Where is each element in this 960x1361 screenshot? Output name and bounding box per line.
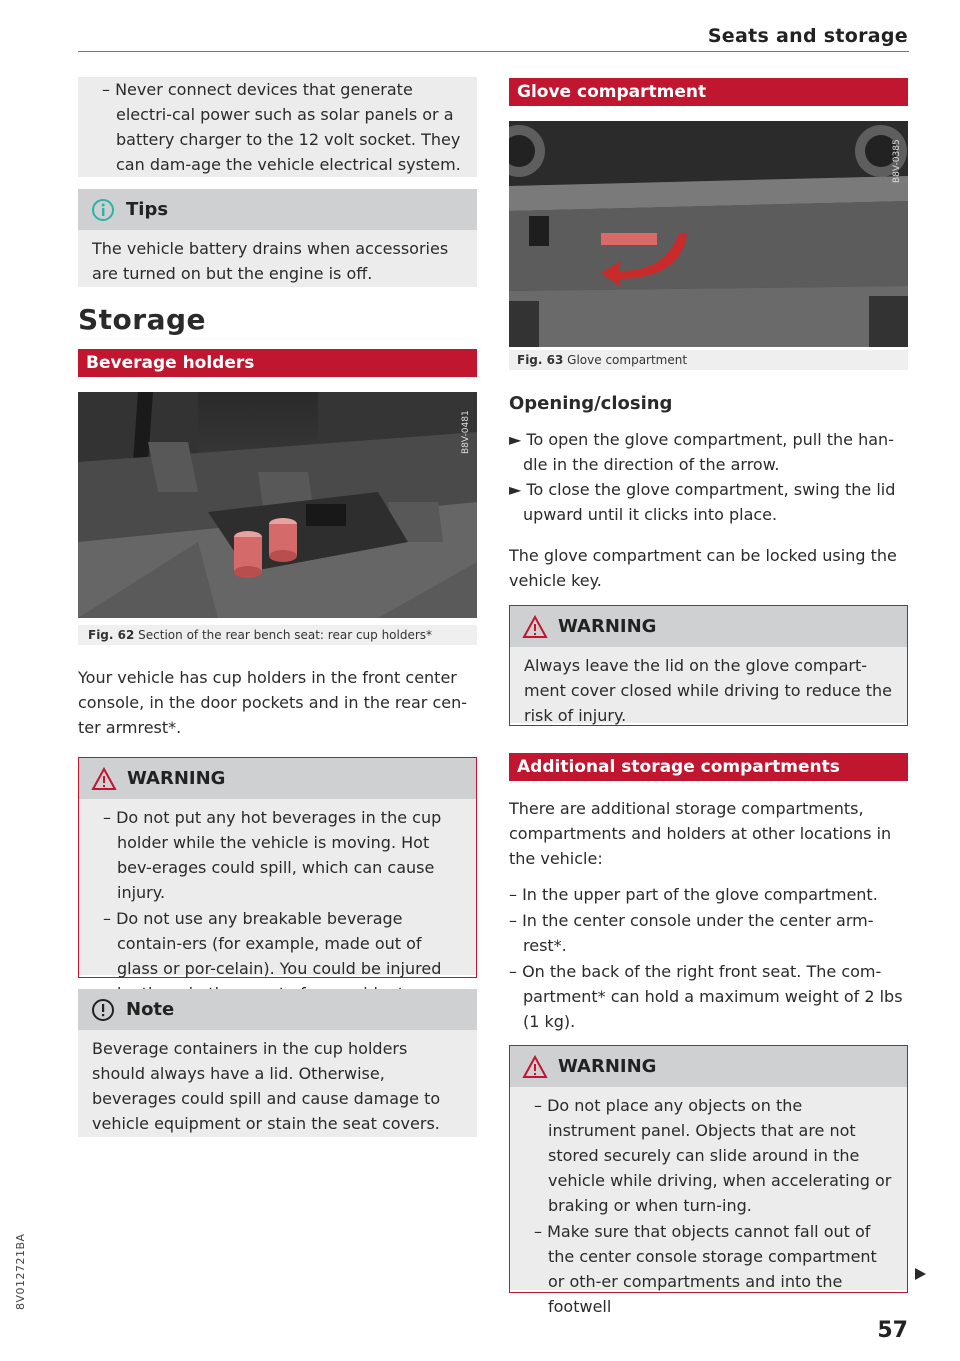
note-header bbox=[78, 989, 477, 1030]
tips-text: The vehicle battery drains when accessories are turned on but the engine is off. bbox=[92, 239, 449, 283]
warning-triangle-icon bbox=[520, 1054, 550, 1080]
additional-storage-item: – On the back of the right front seat. The com-partment* can hold a maximum weight of 2 lbs (1 kg). bbox=[509, 962, 903, 1031]
running-header: Seats and storage bbox=[707, 25, 908, 47]
beverage-holders-heading: Beverage holders bbox=[78, 349, 477, 377]
warning-triangle-icon bbox=[520, 614, 550, 640]
glove-warning-header bbox=[510, 606, 907, 647]
lock-paragraph: The glove compartment can be locked using the vehicle key. bbox=[509, 546, 897, 590]
warning-triangle-icon bbox=[89, 766, 119, 792]
additional-storage-list bbox=[509, 882, 907, 1035]
note-exclamation-icon bbox=[88, 997, 118, 1023]
fig62-text: Section of the rear bench seat: rear cup holders* bbox=[138, 628, 433, 642]
beverage-warning-item: – Do not put any hot beverages in the cup holder while the vehicle is moving. Hot bev-erages could spill, which can cause injury. bbox=[103, 808, 442, 902]
fig63-text: Glove compartment bbox=[567, 353, 688, 367]
tips-label: Tips bbox=[126, 199, 169, 220]
opening-steps bbox=[509, 427, 904, 527]
fig63-caption bbox=[509, 350, 908, 370]
storage-heading: Storage bbox=[78, 303, 207, 336]
opening-step: ► To open the glove compartment, pull the han-dle in the direction of the arrow. bbox=[509, 430, 894, 474]
info-icon bbox=[88, 197, 118, 223]
objects-warning-item: – Make sure that objects cannot fall out of the center console storage compartment or oth-er compartments and into the footwell bbox=[534, 1222, 877, 1316]
note-text: Beverage containers in the cup holders should always have a lid. Otherwise, beverages could spill and cause damage to vehicle equipment or stain the seat covers. bbox=[92, 1039, 441, 1133]
tips-box bbox=[78, 189, 477, 287]
beverage-warning-box bbox=[78, 757, 477, 978]
note-label: Note bbox=[126, 999, 175, 1020]
objects-warning-label: WARNING bbox=[558, 1056, 657, 1077]
objects-warning-item: – Do not place any objects on the instrument panel. Objects that are not stored securely can slide around in the vehicle while driving, when accelerating or braking or when turn-ing. bbox=[534, 1096, 892, 1215]
fig63-code: B8V-0385 bbox=[892, 139, 902, 183]
header-rule bbox=[78, 51, 909, 52]
opening-step: ► To close the glove compartment, swing the lid upward until it clicks into place. bbox=[509, 480, 896, 524]
glove-warning-text: Always leave the lid on the glove compart-ment cover closed while driving to reduce the risk of injury. bbox=[524, 656, 892, 725]
fig62-number: Fig. 62 bbox=[88, 628, 135, 642]
fig62-code: B8V-0481 bbox=[461, 410, 471, 454]
tips-header bbox=[78, 189, 477, 230]
glove-warning-box bbox=[509, 605, 908, 726]
page-number: 57 bbox=[877, 1318, 908, 1343]
objects-warning-header bbox=[510, 1046, 907, 1087]
note-body bbox=[78, 1030, 477, 1137]
additional-storage-item: – In the upper part of the glove compartment. bbox=[509, 885, 878, 904]
fig63-number: Fig. 63 bbox=[517, 353, 564, 367]
document-code: 8V012721BA bbox=[14, 1233, 27, 1310]
opening-closing-heading: Opening/closing bbox=[509, 393, 673, 414]
fig62-caption bbox=[78, 625, 477, 645]
cup-holders-paragraph: Your vehicle has cup holders in the front center console, in the door pockets and in the rear cen-ter armrest*. bbox=[78, 668, 467, 737]
glove-warning-label: WARNING bbox=[558, 616, 657, 637]
top-list-item: – Never connect devices that generate electri-cal power such as solar panels or a battery charger to the 12 volt socket. They can dam-age the vehicle electrical system. bbox=[102, 80, 461, 174]
additional-storage-paragraph: There are additional storage compartments, compartments and holders at other locations in the vehicle: bbox=[509, 799, 892, 868]
continue-arrow-icon bbox=[913, 1266, 927, 1285]
note-box bbox=[78, 989, 477, 1137]
fig62-image bbox=[78, 392, 477, 618]
objects-warning-box bbox=[509, 1045, 908, 1316]
glove-compartment-heading: Glove compartment bbox=[509, 78, 908, 106]
fig63-image bbox=[509, 121, 908, 347]
additional-storage-item: – In the center console under the center arm-rest*. bbox=[509, 911, 874, 955]
glove-warning-body bbox=[510, 647, 907, 723]
beverage-warning-body bbox=[79, 799, 476, 978]
beverage-warning-item: – Do not use any breakable beverage contain-ers (for example, made out of glass or por-celain). You could be injured bbox=[103, 909, 442, 978]
beverage-warning-label: WARNING bbox=[127, 768, 226, 789]
tips-body bbox=[78, 230, 477, 287]
top-list-box bbox=[78, 77, 477, 177]
objects-warning-body bbox=[510, 1087, 907, 1316]
additional-storage-heading: Additional storage compartments bbox=[509, 753, 908, 781]
beverage-warning-header bbox=[79, 758, 476, 799]
